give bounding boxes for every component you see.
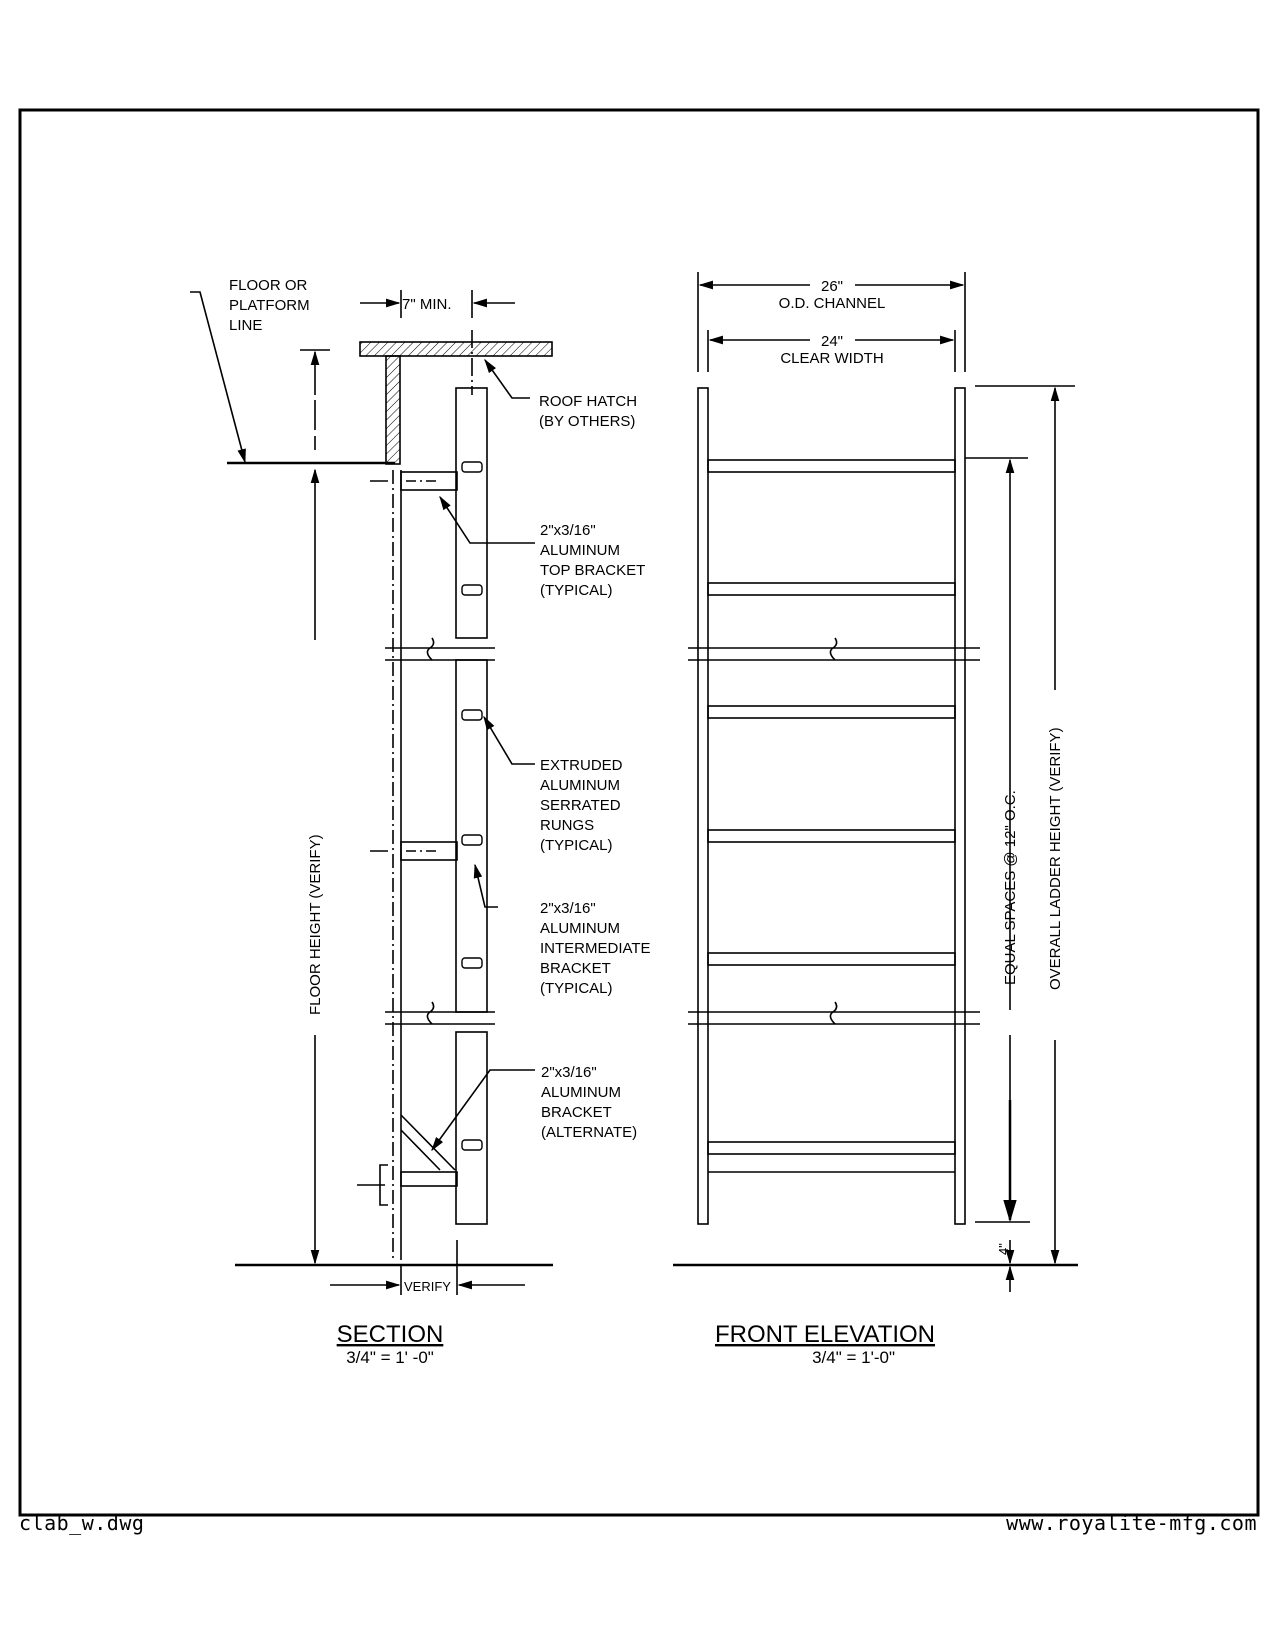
- intermediate-bracket-label-4: BRACKET: [540, 960, 611, 977]
- alternate-bracket-label-2: ALUMINUM: [541, 1084, 622, 1101]
- rung: [708, 706, 955, 718]
- rungs-label-1: EXTRUDED: [540, 757, 623, 774]
- top-bracket-label-2: ALUMINUM: [540, 542, 621, 559]
- rung: [708, 1142, 955, 1154]
- od-channel-label: O.D. CHANNEL: [778, 295, 886, 312]
- rungs-label-2: ALUMINUM: [540, 777, 621, 794]
- rung-profile: [462, 835, 482, 845]
- break-symbol: [427, 1002, 433, 1024]
- top-bracket-label-1: 2"x3/16": [540, 522, 596, 539]
- floor-line-label-1: FLOOR OR: [229, 277, 308, 294]
- rung-profile: [462, 1140, 482, 1150]
- alternate-bracket-label-1: 2"x3/16": [541, 1064, 597, 1081]
- intermediate-bracket-label-3: INTERMEDIATE: [540, 940, 651, 957]
- website-url: www.royalite-mfg.com: [1006, 1511, 1257, 1535]
- rungs-label-5: (TYPICAL): [540, 837, 613, 854]
- front-elevation-title: FRONT ELEVATION: [714, 1321, 936, 1348]
- clear-width-label: CLEAR WIDTH: [780, 350, 884, 367]
- alternate-bracket-label-3: BRACKET: [541, 1104, 612, 1121]
- section-rail-bottom: [456, 1032, 487, 1224]
- top-bracket-label-3: TOP BRACKET: [540, 562, 646, 579]
- bottom-gap-label: 4": [996, 1243, 1011, 1255]
- intermediate-bracket-label-2: ALUMINUM: [540, 920, 621, 937]
- rung-profile: [462, 585, 482, 595]
- rung: [708, 953, 955, 965]
- break-symbol: [427, 638, 433, 660]
- front-elevation-scale: 3/4" = 1'-0": [812, 1348, 895, 1367]
- drawing-filename: clab_w.dwg: [19, 1511, 145, 1535]
- floor-line-label-3: LINE: [229, 317, 263, 334]
- rung: [708, 460, 955, 472]
- elevation-labels: [715, 278, 1064, 1367]
- alternate-bracket-label-4: (ALTERNATE): [541, 1124, 638, 1141]
- rung-profile: [462, 710, 482, 720]
- section-rungs: [462, 462, 482, 1150]
- od-channel-dim: 26": [820, 278, 844, 295]
- section-scale: 3/4" = 1' -0": [346, 1348, 434, 1367]
- equal-spaces-label: EQUAL SPACES @ 12" O.C.: [1002, 790, 1019, 985]
- rungs-label-3: SERRATED: [540, 797, 621, 814]
- elevation-rail-left: [698, 388, 708, 1224]
- roof-hatch-label-1: ROOF HATCH: [539, 393, 638, 410]
- elevation-rungs: [708, 460, 955, 1154]
- rung-profile: [462, 958, 482, 968]
- verify-label: VERIFY: [404, 1279, 451, 1294]
- floor-height-label: FLOOR HEIGHT (VERIFY): [307, 834, 324, 1015]
- section-view: [190, 290, 553, 1295]
- min-clearance-label: 7" MIN.: [402, 296, 452, 313]
- intermediate-bracket-label-1: 2"x3/16": [540, 900, 596, 917]
- roof-hatch-label-2: (BY OTHERS): [539, 413, 636, 430]
- intermediate-bracket-label-5: (TYPICAL): [540, 980, 613, 997]
- elevation-rail-right: [955, 388, 965, 1224]
- rung: [708, 830, 955, 842]
- rung: [708, 583, 955, 595]
- roof-hatch-curb: [386, 356, 400, 464]
- overall-height-label: OVERALL LADDER HEIGHT (VERIFY): [1047, 727, 1064, 990]
- section-labels: [229, 277, 651, 1367]
- section-rail-top: [456, 388, 487, 638]
- section-title: SECTION: [336, 1321, 444, 1348]
- roof-hatch-slab: [360, 342, 552, 356]
- clear-width-dim: 24": [820, 333, 844, 350]
- front-elevation-view: [673, 272, 1078, 1292]
- floor-line-label-2: PLATFORM: [229, 297, 310, 314]
- alternate-bracket: [401, 1172, 457, 1186]
- rung-profile: [462, 462, 482, 472]
- alternate-bracket-brace: [401, 1115, 455, 1170]
- top-bracket-label-4: (TYPICAL): [540, 582, 613, 599]
- rungs-label-4: RUNGS: [540, 817, 595, 834]
- sheet-border: [20, 110, 1258, 1515]
